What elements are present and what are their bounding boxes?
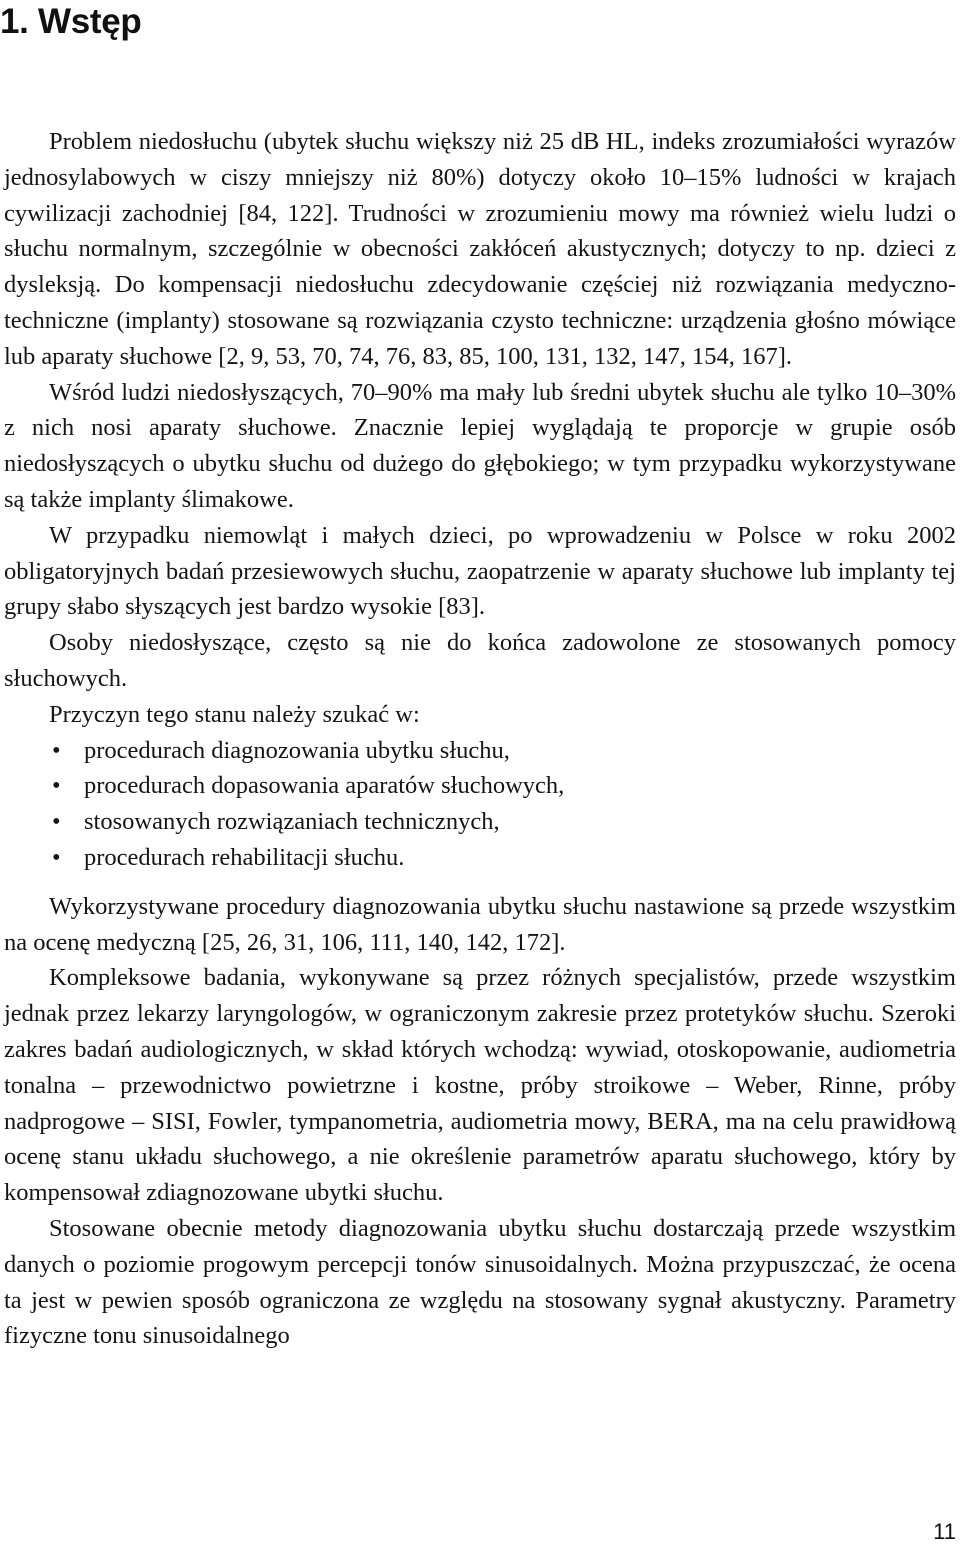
- causes-list: [4, 733, 956, 876]
- list-item: [4, 804, 956, 840]
- list-item-text: procedurach diagnozowania ubytku słuchu,: [84, 736, 510, 764]
- bullet-icon: •: [52, 772, 61, 800]
- paragraph-comprehensive-tests: Kompleksowe badania, wykonywane są przez różnych specjalistów, przede wszystkim jednak przez lekarzy laryngologów, w ograniczonym zakresie przez protetyków słuchu. Szeroki zakres badań audiologicznych, w skład których wchodzą: wywiad, otoskopowanie, audiometria tonalna – przewodnictwo powietrzne i kostne, próby stroikowe – Weber, Rinne, próby nadprogowe – SISI, Fowler, tympanometria, audiometria mowy, BERA, ma na celu prawidłową ocenę stanu układu słuchowego, a nie określenie parametrów aparatu słuchowego, który by kompensował zdiagnozowane ubytki słuchu.: [4, 964, 956, 1207]
- list-item-text: stosowanych rozwiązaniach technicznych,: [84, 808, 500, 836]
- list-item: [4, 768, 956, 804]
- paragraph-current-methods: Stosowane obecnie metody diagnozowania ubytku słuchu dostarczają przede wszystkim danych o poziomie progowym percepcji tonów sinusoidalnych. Można przypuszczać, że ocena ta jest w pewien sposób ograniczona ze względu na stosowany sygnał akustyczny. Parametry fizyczne tonu sinusoidalnego: [4, 1214, 956, 1350]
- paragraph-hearing-aid-usage: Wśród ludzi niedosłyszących, 70–90% ma mały lub średni ubytek słuchu ale tylko 10–30% z nich nosi aparaty słuchowe. Znacznie lepiej wyglądają te proporcje w grupie osób niedosłyszących o ubytku słuchu od dużego do głębokiego; w tym przypadku wykorzystywane są także implanty ślimakowe.: [4, 378, 956, 513]
- list-item-text: procedurach dopasowania aparatów słuchowych,: [84, 772, 565, 800]
- bullet-icon: •: [52, 736, 61, 764]
- chapter-title: 1. Wstęp: [0, 2, 142, 41]
- paragraph-infant-screening: W przypadku niemowląt i małych dzieci, po wprowadzeniu w Polsce w roku 2002 obligatoryjnych badań przesiewowych słuchu, zaopatrzenie w aparaty słuchowe lub implanty tej grupy słabo słyszących jest bardzo wysokie [83].: [4, 521, 956, 621]
- list-item: [4, 840, 956, 876]
- bullet-icon: •: [52, 808, 61, 836]
- list-item: [4, 733, 956, 769]
- list-item-text: procedurach rehabilitacji słuchu.: [84, 843, 405, 871]
- paragraph-medical-assessment: Wykorzystywane procedury diagnozowania ubytku słuchu nastawione są przede wszystkim na ocenę medyczną [25, 26, 31, 106, 111, 140, 142, 172].: [4, 892, 956, 956]
- body-text: [4, 124, 956, 1354]
- section-spacer: [4, 876, 956, 889]
- paragraph-user-satisfaction: Osoby niedosłyszące, często są nie do końca zadowolone ze stosowanych pomocy słuchowych.: [4, 629, 956, 692]
- page-number: 11: [933, 1519, 956, 1544]
- paragraph-niedosluch-prevalence: Problem niedosłuchu (ubytek słuchu większy niż 25 dB HL, indeks zrozumiałości wyrazów jednosylabowych w ciszy mniejszy niż 80%) dotyczy około 10–15% ludności w krajach cywilizacji zachodniej [84, 122]. Trudności w zrozumieniu mowy ma również wielu ludzi o słuchu normalnym, szczególnie w obecności zakłóceń akustycznych; dotyczy to np. dzieci z dysleksją. Do kompensacji niedosłuchu zdecydowanie częściej niż rozwiązania medyczno-techniczne (implanty) stosowane są rozwiązania czysto techniczne: urządzenia głośno mówiące lub aparaty słuchowe [2, 9, 53, 70, 74, 76, 83, 85, 100, 131, 132, 147, 154, 167].: [4, 128, 956, 370]
- paragraph-causes-intro: Przyczyn tego stanu należy szukać w:: [49, 700, 420, 728]
- bullet-icon: •: [52, 843, 61, 871]
